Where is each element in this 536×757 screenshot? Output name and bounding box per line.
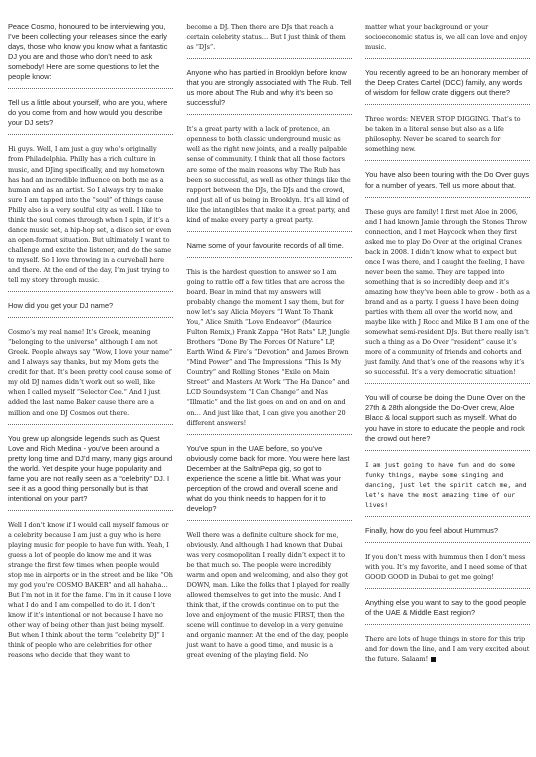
paragraph-text: matter what your background or your socioeconomic status is, we all can love and enjoy music. — [365, 23, 528, 52]
dotted-divider — [365, 542, 530, 543]
interview-answer — [8, 144, 173, 285]
interview-answer — [365, 207, 530, 378]
dotted-divider — [365, 516, 530, 517]
interview-answer — [365, 460, 530, 510]
dotted-divider — [187, 520, 352, 521]
paragraph-text: This is the hardest question to answer so I am going to rattle off a few titles that are across the board. Bear in mind that my answers will probably change the moment I say them, but for now let’s say Alicia Meyers “I Want To Thank You,” Alice Smith “Love Endeavor” (Maurice Fulton Remix,) Frank Zappa “Hot Rats” LP, Jungle Brothers “Done By The Forces Of Nature” LP, Earth Wind & Fire’s “Devotion” and James Brown “Mind Power” and The Impressions “This Is My Country” and Rolling Stones “Exile on Main Street” and Masters At Work “The Ha Dance” and LCD Soundsystem “I Can Change” and Nas “Illmatic” and the list goes on and on and on and on… And just like that, I can give you another 20 different answers! — [186, 267, 350, 427]
dotted-divider — [365, 197, 530, 198]
paragraph-text: Well I don’t know if I would call myself famous or a celebrity because I am just a guy who is here playing music for people to have fun with. Yeah, I guess a lot of people do know me and it was strange the first few times when people would stop me in airports or in the street and be like “Oh my god you’re COSMO BAKER” and all hahaha… But I’m not in it for the fame. I’m in it cause I love what I do and I am compelled to do it. I don’t know if it’s intentional or not because I have no other way of being other than just being myself. But when I think about the term “celebrity DJ” I think of people who are celebrities for other reasons who decide that they want to — [8, 520, 173, 660]
paragraph-text: I am just going to have fun and do some funky things, maybe some singing and dancing, just let the spirit catch me, and let’s have the most amazing time of our lives! — [365, 460, 527, 509]
paragraph-text: become a DJ. Then there are DJs that reach a certain celebrity status… But I just think of them as “DJs”. — [186, 23, 346, 52]
paragraph-text: Three words: NEVER STOP DIGGING. That’s to be taken in a literal sense but also as a life philosophy. Never be scared to search for something new. — [365, 115, 521, 154]
dotted-divider — [187, 257, 352, 258]
interview-answer — [365, 114, 530, 154]
column-1 — [8, 22, 173, 752]
paragraph-text: Finally, how do you feel about Hummus? — [365, 525, 498, 535]
interview-answer — [365, 22, 530, 52]
paragraph-text: If you don’t mess with hummus then I don’t mess with you. It’s my favorite, and I need some of that GOOD GOOD in Dubai to get me going! — [365, 552, 528, 581]
paragraph-text: You have also been touring with the Do Over guys for a number of years. Tell us more about that. — [365, 170, 530, 190]
dotted-divider — [187, 58, 352, 59]
dotted-divider — [365, 450, 530, 451]
paragraph-text: Name some of your favourite records of all time. — [186, 240, 344, 250]
column-2 — [187, 22, 352, 752]
interview-answer — [187, 124, 352, 224]
dotted-divider — [365, 104, 530, 105]
interview-question — [8, 434, 173, 504]
dotted-divider — [365, 383, 530, 384]
dotted-divider — [8, 510, 173, 511]
interview-question — [365, 598, 530, 618]
end-of-article-square-icon — [431, 657, 436, 662]
dotted-divider — [187, 114, 352, 115]
dotted-divider — [8, 88, 173, 89]
interview-answer — [8, 520, 173, 661]
paragraph-text: Anything else you want to say to the good people of the UAE & Middle East region? — [365, 598, 527, 618]
interview-question — [365, 393, 530, 443]
paragraph-text: Cosmo’s my real name! It’s Greek, meaning “belonging to the universe” although I am not Greek. People always say “Wow, I love your name” and I always say thanks, but my Mom gets the credit for that. It’s been pretty cool cause some of my old DJ names didn’t work out so well, like when I called myself “Selector Cee.” And I just added the last name Baker cause there are a million and one DJ Cosmos out there. — [8, 328, 173, 417]
column-3 — [365, 22, 530, 752]
interview-question — [365, 170, 530, 190]
paragraph-text: Well there was a definite culture shock for me, obviously. And although I had known that Dubai was very cosmopolitan I really didn’t expect it to be that much so. The people were incredibly warm and open and welcoming, and also they got DOWN, man. Like the folks that I played for really allowed themselves to get into the music. And I think that, if the crowds continue on to put the love and enjoyment of the music FIRST, then the scene will continue to develop in a very genuine and organic manner. At the end of the day, people just want to have a good time, and music is a great evening of the playing field. No — [186, 530, 350, 660]
dotted-divider — [8, 134, 173, 135]
interview-question — [365, 526, 530, 536]
interview-answer — [365, 552, 530, 582]
interview-answer — [187, 530, 352, 661]
paragraph-text: Anyone who has partied in Brooklyn before know that you are strongly associated with The Rub. Tell us more about The Rub and why it’s been so successful? — [186, 68, 352, 108]
paragraph-text: These guys are family! I first met Aloe in 2006, and I had known Jamie through the Stones Throw connection, and I met Haycock when they first asked me to play Do Over at the original Cranes back in 2008. I didn’t know what to expect but once I was there, and I caught the feeling, I have never been the same. They are tapped into something that is so incredibly deep and it’s amazing how they’ve been able to grow - both as a brand and as a party. I guess I have been doing parties with them all over the world now, and maybe like with J Rocc and Mike B I am one of the somewhat semi-resident DJs. But there really isn’t such a thing as a Do Over “resident” cause it’s more of a community of friends and cohorts and just family. And that’s one of the reasons why it’s so successful. It’s a very democratic situation! — [365, 207, 530, 377]
interview-question — [187, 241, 352, 251]
dotted-divider — [365, 160, 530, 161]
dotted-divider — [365, 588, 530, 589]
paragraph-text: Tell us a little about yourself, who are you, where do you come from and how would you describe your DJ sets? — [8, 98, 168, 128]
interview-question — [8, 22, 173, 82]
interview-answer — [187, 22, 352, 52]
interview-question — [365, 68, 530, 98]
interview-answer — [187, 267, 352, 428]
dotted-divider — [365, 624, 530, 625]
interview-answer — [365, 634, 530, 664]
dotted-divider — [8, 424, 173, 425]
interview-page — [8, 22, 530, 752]
paragraph-text: Hi guys. Well, I am just a guy who’s originally from Philadelphia. Philly has a rich culture in music, and DJing specifically, and my hometown has had an incredible influence on both me as a human and as an artist. So I always try to make sure I am tapped into the “soul” of things cause Philly also is a very soulful city as well. I like to think the soul comes through when I spin, if it’s a dance music set, a hip-hop set, a disco set or even an open-format situation. But ultimately I want to challenge and excite the listener, and do the same to myself. So I love throwing in a curveball here and there. At the end of the day, I’m just trying to tell my story through music. — [8, 145, 172, 285]
dotted-divider — [187, 231, 352, 232]
paragraph-text: Peace Cosmo, honoured to be interviewing you, I’ve been collecting your releases since the early days, those who know you know what a fantastic DJ you are and those who don’t need to ask somebody! Here are some questions to let the people know: — [8, 22, 168, 82]
paragraph-text: You will of course be doing the Dune Over on the 27th & 28th alongside the Do-Over crew, Aloe Blacc & local support such as myself. What do you have in store to educate the people and rock the crowd out here? — [365, 393, 526, 443]
interview-question — [187, 68, 352, 108]
paragraph-text: How did you get your DJ name? — [8, 301, 114, 311]
paragraph-text: You grew up alongside legends such as Quest Love and Rich Medina - you’ve been around a pretty long time and DJ’d many, many gigs around the world. Yet despite your huge popularity and fame you are not really seen as a “celebrity” DJ. I see it as a good thing personally but is that intentional on your part? — [8, 433, 173, 503]
interview-question — [8, 301, 173, 311]
interview-question — [187, 444, 352, 514]
dotted-divider — [8, 291, 173, 292]
paragraph-text: You’ve spun in the UAE before, so you’ve obviously come back for more. You were here last December at the SaltnPepa gig, so got to experience the scene a little bit. What was your perception of the crowd and overall scene and what do you think needs to happen for it to develop? — [186, 443, 350, 513]
dotted-divider — [187, 434, 352, 435]
paragraph-text: It’s a great party with a lack of pretence, an openness to both classic underground music as well as the right new joints, and a really palpable sense of community. I think that all those factors are some of the main reasons why The Rub has been so successful, as well as other things like the rapport between the DJs, the DJs and the crowd, and just all of us being in Brooklyn. It’s all kind of like the intangibles that make it a great party, and kind of make every party a great party. — [186, 125, 351, 224]
paragraph-text: You recently agreed to be an honorary member of the Deep Crates Cartel (DCC) family, any words of wisdom for fellow crate diggers out there? — [365, 68, 528, 98]
interview-question — [8, 98, 173, 128]
paragraph-text: There are lots of huge things in store for this trip and for down the line, and I am very excited about the future. Salaam! — [365, 635, 530, 664]
dotted-divider — [365, 58, 530, 59]
interview-answer — [8, 327, 173, 417]
dotted-divider — [8, 317, 173, 318]
